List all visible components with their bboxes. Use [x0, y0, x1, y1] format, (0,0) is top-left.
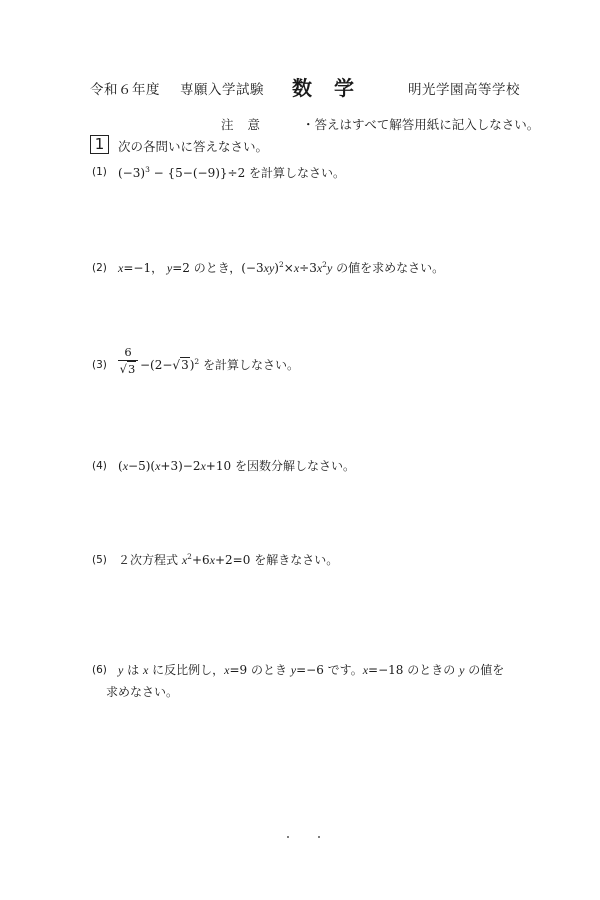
- question-5-lead: ２次方程式: [118, 553, 179, 567]
- question-3-expression: $-(2-√3)^2$: [140, 357, 200, 372]
- question-6-number: (6): [92, 664, 107, 676]
- question-4-instruction: を因数分解しなさい。: [234, 459, 355, 473]
- question-2-instruction: の値を求めなさい。: [336, 261, 445, 275]
- section-title: 次の各問いに答えなさい。: [118, 139, 269, 154]
- subject-title: 数学: [292, 76, 376, 100]
- question-5-instruction: を解きなさい。: [254, 553, 339, 567]
- question-6-line-1: y は x に反比例し，x=9 のとき y=−6 です。x=−18 のときの y の値を: [118, 663, 505, 677]
- question-4-text: [118, 457, 355, 474]
- question-2-expression: x=−1， y=2 のとき，$(-3xy)^2\times x\div 3x^2y$: [118, 260, 333, 275]
- question-5-text: [118, 551, 338, 568]
- scan-mark: [318, 836, 320, 838]
- question-3-number: (3): [92, 359, 107, 371]
- question-3-instruction: を計算しなさい。: [203, 358, 300, 372]
- header-left: [90, 78, 264, 98]
- question-5-expression: $x^2+6x+2=0$: [181, 552, 255, 567]
- question-2-number: (2): [92, 262, 107, 274]
- question-3-text: [140, 356, 299, 373]
- scan-mark: [287, 836, 289, 838]
- question-1-expression: $(-3)^3 - \{5-(-9)\}\div 2$: [118, 165, 250, 180]
- question-5-number: (5): [92, 554, 107, 566]
- question-4-number: (4): [92, 460, 107, 472]
- question-3-fraction: 6 √3: [118, 346, 138, 376]
- notice-label: 注意: [221, 117, 275, 132]
- exam-type: 専願入学試験: [180, 82, 264, 98]
- school-name: 明光学園高等学校: [408, 82, 520, 98]
- notice-text: ・答えはすべて解答用紙に記入しなさい。: [302, 117, 540, 132]
- question-2-text: [118, 259, 444, 276]
- section-number-box: 1: [90, 135, 109, 154]
- exam-year: 令和６年度: [90, 82, 160, 98]
- question-4-expression: (x−5)(x+3)−2x+10: [118, 459, 235, 473]
- question-1-text: [118, 164, 345, 181]
- question-1-instruction: を計算しなさい。: [249, 166, 346, 180]
- question-6-line-2: 求めなさい。: [106, 685, 179, 699]
- question-1-number: (1): [92, 166, 107, 178]
